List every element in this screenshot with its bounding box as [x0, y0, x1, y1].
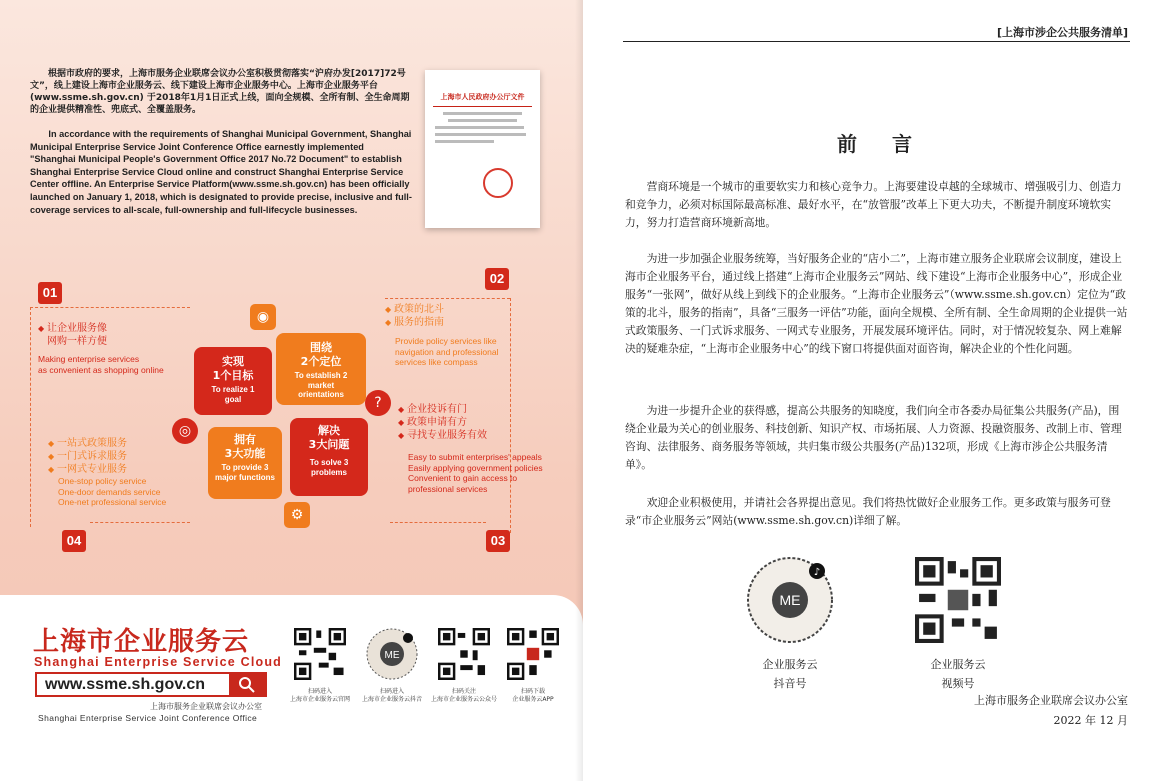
qr-wechat-cap2: 上海市企业服务云公众号	[430, 696, 497, 703]
badge-03: 03	[486, 530, 510, 552]
goal-cn2: 1个目标	[212, 369, 254, 382]
list-04-en1: One-stop policy service	[58, 476, 147, 486]
office-name-en: Shanghai Enterprise Service Joint Conference Office	[38, 713, 258, 723]
qr-wechat-cap1: 扫码关注	[451, 688, 476, 695]
badge-02: 02	[485, 268, 509, 290]
qr-douyin[interactable]	[360, 628, 424, 704]
office-name-cn: 上海市服务企业联席会议办公室	[150, 702, 262, 711]
position-block	[276, 333, 366, 405]
signature-organization: 上海市服务企业联席会议办公室	[974, 694, 1128, 707]
intro-chinese: 根据市政府的要求，上海市服务企业联席会议办公室积极贯彻落实“沪府办发[2017]72号文”，线上建设上海市企业服务云、线下建设上海市企业服务中心。上海市企业服务平台 (www.ssme.sh.gov.cn) 于2018年1月1日正式上线，面向全规模、全所有制、全生命周期的企业提供精准性、兜底式、全覆盖服务。	[30, 69, 410, 115]
list-02-en1: Provide policy services like	[395, 336, 497, 346]
list-01-en2: as convenient as shopping online	[38, 364, 164, 375]
qr-code-icon	[915, 557, 1001, 643]
qr-app[interactable]	[504, 628, 562, 704]
list-01-en1: Making enterprise services	[38, 354, 140, 364]
qr-video-right[interactable]	[903, 557, 1013, 693]
guide-line	[390, 522, 486, 523]
signature-date: 2022 年 12 月	[1053, 714, 1128, 727]
qr-app-cap2: 企业服务云APP	[512, 696, 554, 703]
list-01-cn1: 让企业服务像	[47, 323, 107, 334]
government-document-thumbnail	[425, 70, 540, 228]
qr-code-icon	[294, 628, 346, 680]
list-04-en3: One-net professional service	[58, 497, 167, 507]
qr-website-cap1: 扫码进入	[307, 688, 332, 695]
list-04-cn1: 一站式政策服务	[57, 438, 127, 449]
list-04-en2: One-door demands service	[58, 486, 161, 497]
function-cn1: 拥有	[234, 433, 256, 446]
list-02: ◆ 政策的北斗 ◆ 服务的指南 Provide policy services like navigation and professional services like compass	[385, 304, 499, 367]
paragraph-4: 欢迎企业积极使用，并请社会各界提出意见。我们将热忱做好企业服务工作。更多政策与服务可登录“市企业服务云”网站(www.ssme.sh.gov.cn)详细了解。	[625, 496, 1111, 527]
badge-01: 01	[38, 282, 62, 304]
function-cn2: 3大功能	[224, 447, 266, 460]
document-thumbnail-title: 上海市人民政府办公厅文件	[440, 93, 525, 101]
paragraph-2: 为进一步加强企业服务统筹，当好服务企业的“店小二”，上海市建立服务企业联席会议制度，建设上海市企业服务平台，通过线上搭建“上海市企业服务云”网站、线下建设“上海市企业服务中心”，形成企业服务“一张网”，做好从线上到线下的企业服务。“上海市企业服务云”（www.ssme.sh.gov.cn）定位为“政策的北斗，服务的指南”，具备“三服务一评估”功能，面向全规模、全所有制、全生命周期的企业提供一站式政策服务、一门式诉求服务、一网式专业服务，开展发展环境评估。同时，对于情况较复杂、网上难解决的疑难杂症，“上海市企业服务中心”的线下窗口将提供面对面咨询，解决企业的个性化问题。	[625, 252, 1128, 355]
svg-text:ME: ME	[779, 592, 801, 608]
list-03-cn3: 寻找专业服务有效	[407, 430, 487, 441]
position-cn2: 2个定位	[300, 355, 342, 368]
list-03-en4: professional services	[408, 483, 488, 494]
list-03-en2: Easily applying government policies	[408, 462, 543, 473]
qr-code-icon	[507, 628, 559, 680]
list-01: ◆ 让企业服务像 网购一样方便 Making enterprise services as convenient as shopping online	[38, 323, 164, 375]
douyin-icon	[366, 628, 418, 680]
list-02-en2: navigation and professional	[395, 346, 499, 357]
qr-wechat[interactable]	[430, 628, 498, 704]
red-seal-icon	[483, 168, 513, 198]
qr-website-cap2: 上海市企业服务云官网	[289, 696, 350, 703]
guide-line	[30, 307, 31, 527]
qr-video-caption-1: 企业服务云	[930, 658, 986, 671]
problem-cn1: 解决	[318, 424, 340, 437]
list-03: ◆ 企业投诉有门 ◆ 政策申请有方 ◆ 寻找专业服务有效 Easy to submit enterprises' appeals Easily applying government policies Convenient to gain access to professional services	[398, 404, 543, 494]
question-icon: ?	[365, 390, 391, 416]
position-cn1: 围绕	[310, 341, 332, 354]
list-03-cn2: 政策申请有方	[407, 417, 467, 428]
search-icon[interactable]	[229, 674, 265, 695]
qr-douyin-cap1: 扫码进入	[379, 688, 404, 695]
qr-douyin-caption-1: 企业服务云	[762, 658, 818, 671]
qr-app-cap1: 扫码下载	[520, 688, 545, 695]
paragraph-1: 营商环境是一个城市的重要软实力和核心竞争力。上海要建设卓越的全球城市、增强吸引力、创造力和竞争力，必须对标国际最高标准、最好水平，在“放管服”改革上下更大功夫，不断提升制度环境软实力，努力打造营商环境新高地。	[625, 180, 1122, 229]
problem-block	[290, 418, 368, 496]
problem-cn2: 3大问题	[308, 438, 350, 451]
paragraph-3: 为进一步提升企业的获得感，提高公共服务的知晓度，我们向全市各委办局征集公共服务(产品)，围绕企业最为关心的创业服务、科技创新、知识产权、市场拓展、人力资源、投融资服务、改制上市、管理咨询、法律服务、商务服务等领域，共归集市级公共服务(产品)132项，形成《上海市涉企公共服务清单》。	[625, 404, 1122, 471]
url-text[interactable]: www.ssme.sh.gov.cn	[45, 676, 206, 693]
qr-douyin-right[interactable]	[735, 557, 845, 693]
badge-04: 04	[62, 530, 86, 552]
running-header: [上海市涉企公共服务清单]	[996, 26, 1128, 39]
goal-block	[194, 347, 272, 415]
douyin-icon	[747, 557, 833, 643]
location-pin-icon: ◉	[250, 304, 276, 330]
guide-line	[90, 522, 190, 523]
qr-website[interactable]	[288, 628, 352, 704]
header-rule	[623, 41, 1130, 42]
list-04-cn3: 一网式专业服务	[57, 464, 127, 475]
qr-video-caption-2: 视频号	[941, 677, 975, 690]
right-page	[583, 0, 1166, 781]
list-02-cn2: 服务的指南	[394, 317, 444, 328]
list-03-cn1: 企业投诉有门	[407, 404, 467, 415]
svg-text:♪: ♪	[813, 567, 821, 578]
page-title: 前 言	[837, 132, 926, 156]
goal-cn1: 实现	[222, 355, 244, 368]
position-en: To establish 2 market orientations	[294, 371, 348, 399]
target-icon: ◎	[172, 418, 198, 444]
list-04-cn2: 一门式诉求服务	[57, 451, 127, 462]
list-03-en3: Convenient to gain access to	[408, 473, 518, 483]
qr-code-icon	[438, 628, 490, 680]
qr-douyin-caption-2: 抖音号	[773, 677, 807, 690]
url-bar[interactable]	[35, 672, 267, 697]
list-02-en3: services like compass	[395, 357, 478, 367]
brand-title-cn: 上海市企业服务云	[33, 627, 250, 657]
problem-en: To solve 3 problems	[309, 458, 349, 477]
intro-english: In accordance with the requirements of Shanghai Municipal Government, Shanghai Municipal Enterprise Service Joint Conference Office earnestly implemented "Shanghai Municipal People's Government Office 2017 No.72 Document" to establish Shanghai Enterprise Service Cloud online and construct Shanghai Enterprise Service Center offline. An Enterprise Service Platform(www.ssme.sh.gov.cn) has been officially launched on January 1, 2018, which is designated to provide precise, inclusive and full-coverage services to all-scale, full-ownership and full-lifecycle businesses.	[30, 129, 412, 215]
list-03-en1: Easy to submit enterprises' appeals	[408, 452, 542, 462]
function-block	[208, 427, 282, 499]
list-01-cn2: 网购一样方便	[47, 336, 107, 347]
list-02-cn1: 政策的北斗	[394, 304, 444, 315]
guide-line	[30, 307, 190, 308]
guide-line	[385, 298, 510, 299]
function-en: To provide 3 major functions	[214, 463, 275, 482]
gear-icon: ⚙	[284, 502, 310, 528]
list-04: ◆ 一站式政策服务 ◆ 一门式诉求服务 ◆ 一网式专业服务 One-stop policy service One-door demands service One-net professional service	[48, 438, 167, 507]
svg-text:ME: ME	[384, 650, 400, 661]
goal-en: To realize 1 goal	[211, 385, 255, 404]
brand-title-en: Shanghai Enterprise Service Cloud	[34, 655, 282, 669]
qr-douyin-cap2: 上海市企业服务云抖音	[361, 696, 422, 703]
